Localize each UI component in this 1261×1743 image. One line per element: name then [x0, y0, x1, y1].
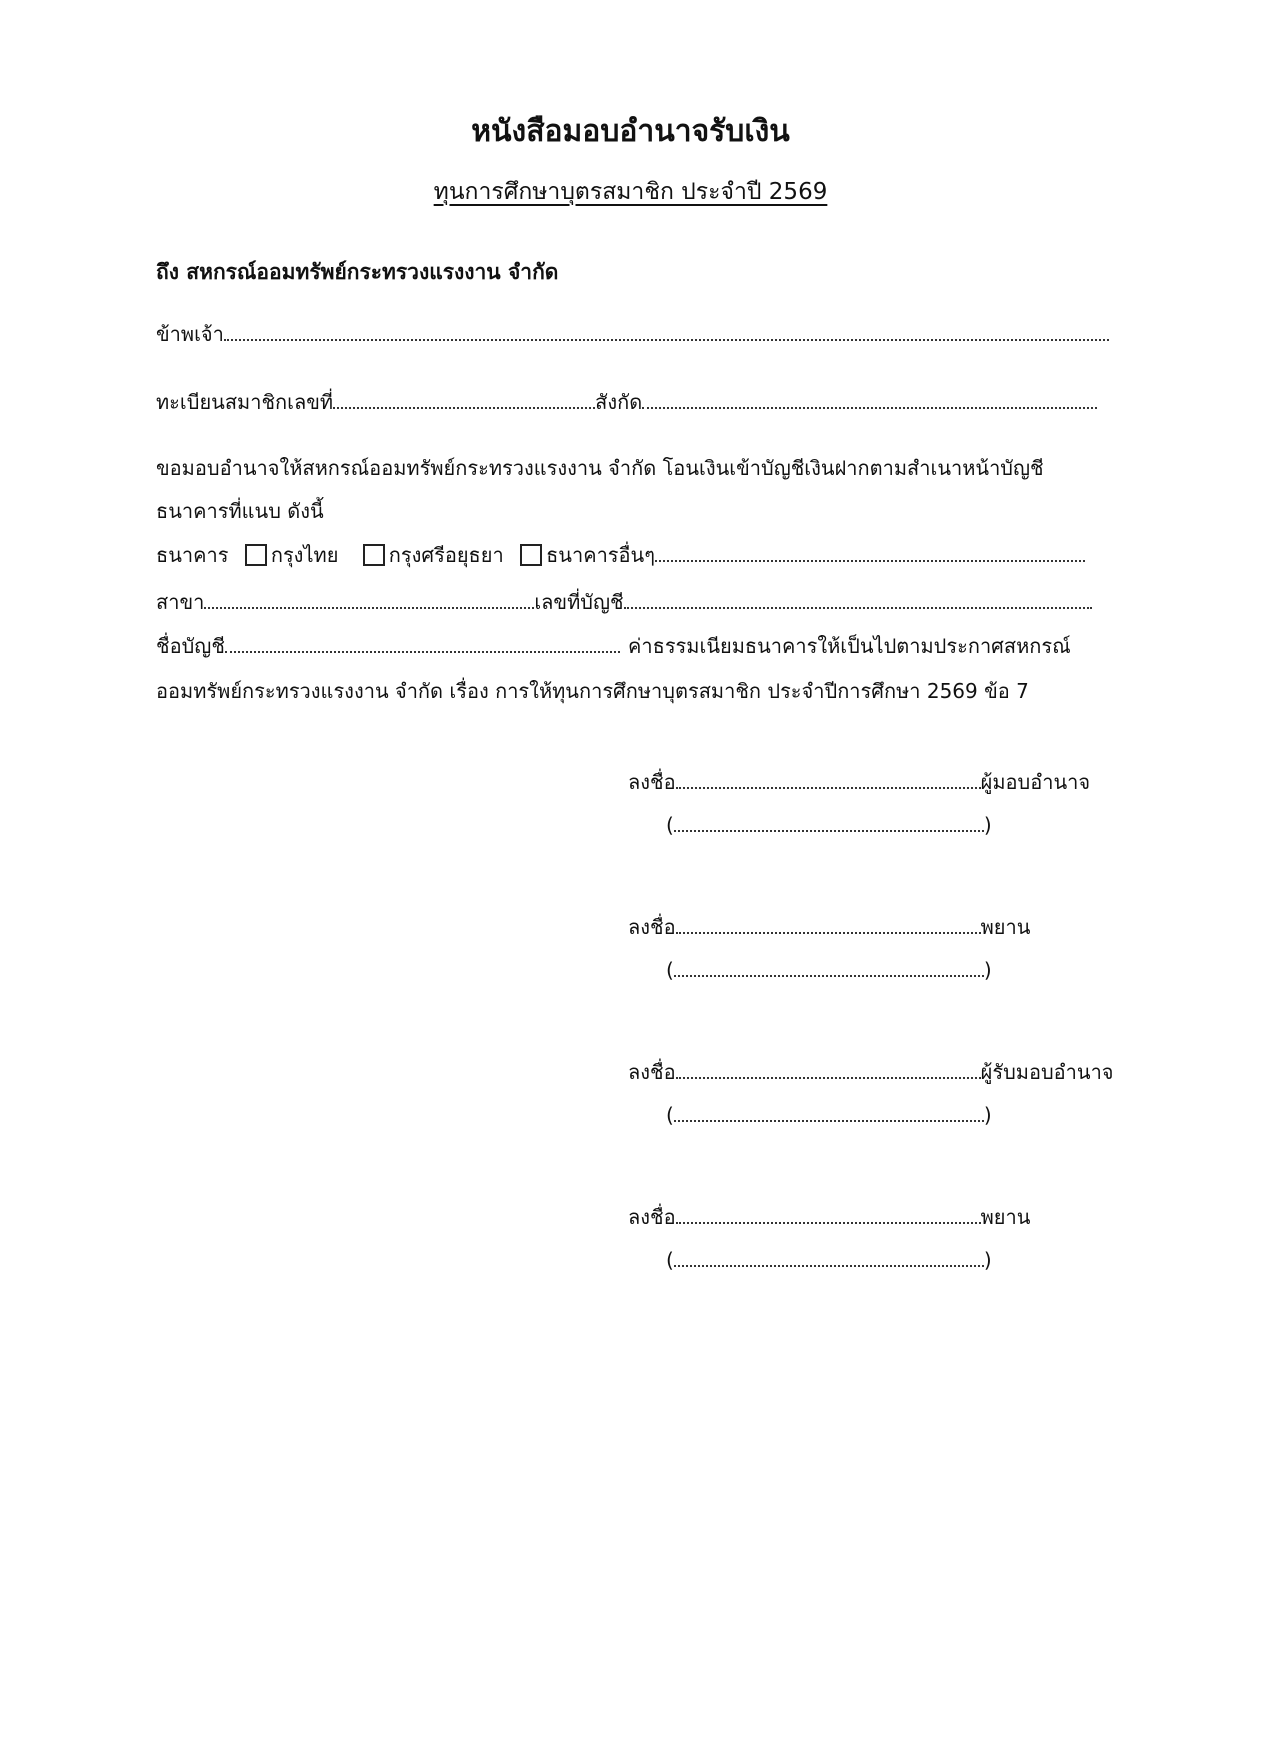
signature-prefix: ลงชื่อ — [628, 770, 676, 794]
bank-row — [156, 539, 1085, 571]
printed-name-line — [666, 1103, 992, 1127]
member-no-field[interactable] — [333, 391, 595, 409]
signature-role: ผู้รับมอบอำนาจ — [980, 1060, 1114, 1084]
paren-close: ) — [983, 958, 992, 982]
fee-text-1: ค่าธรรมเนียมธนาคารให้เป็นไปตามประกาศสหกรณ์ — [628, 634, 1071, 658]
signature-field[interactable] — [676, 1206, 981, 1224]
paren-close: ) — [983, 1248, 992, 1272]
authorize-text-1: ขอมอบอำนาจให้สหกรณ์ออมทรัพย์กระทรวงแรงงาน จำกัด โอนเงินเข้าบัญชีเงินฝากตามสำเนาหน้าบัญชี — [156, 456, 1044, 480]
printed-name-line — [666, 958, 992, 982]
account-name-field[interactable] — [225, 635, 620, 653]
printed-name-line — [666, 813, 992, 837]
printed-name-field[interactable] — [674, 1249, 984, 1267]
account-no-label: เลขที่บัญชี — [534, 590, 624, 614]
name-row — [156, 318, 1109, 350]
bank-label: ธนาคาร — [156, 543, 229, 567]
account-no-field[interactable] — [624, 591, 1092, 609]
paren-close: ) — [983, 813, 992, 837]
signature-field[interactable] — [676, 916, 981, 934]
printed-name-field[interactable] — [674, 814, 984, 832]
affiliation-label: สังกัด — [595, 390, 643, 414]
signature-line-grantor — [628, 766, 1090, 798]
member-no-label: ทะเบียนสมาชิกเลขที่ — [156, 390, 334, 414]
signature-prefix: ลงชื่อ — [628, 1060, 676, 1084]
branch-label: สาขา — [156, 590, 205, 614]
signature-field[interactable] — [676, 1061, 981, 1079]
addressee-line: ถึง สหกรณ์ออมทรัพย์กระทรวงแรงงาน จำกัด — [156, 260, 559, 284]
signature-prefix: ลงชื่อ — [628, 1205, 676, 1229]
bank-option-krungthai: กรุงไทย — [270, 543, 339, 567]
signature-line-grantee — [628, 1056, 1114, 1088]
name-field[interactable] — [224, 323, 1109, 341]
printed-name-field[interactable] — [674, 959, 984, 977]
branch-row — [156, 586, 1092, 618]
bank-checkbox-krungsri[interactable] — [363, 544, 385, 566]
branch-field[interactable] — [204, 591, 534, 609]
account-name-label: ชื่อบัญชี — [156, 634, 225, 658]
member-row — [156, 386, 1097, 418]
document-subtitle — [0, 174, 1261, 210]
bank-checkbox-other[interactable] — [520, 544, 542, 566]
name-label: ข้าพเจ้า — [156, 322, 224, 346]
account-name-row — [156, 630, 620, 662]
signature-role: พยาน — [980, 1205, 1031, 1229]
signature-prefix: ลงชื่อ — [628, 915, 676, 939]
printed-name-field[interactable] — [674, 1104, 984, 1122]
bank-option-krungsri: กรุงศรีอยุธยา — [388, 543, 504, 567]
bank-checkbox-krungthai[interactable] — [245, 544, 267, 566]
subtitle-text: ทุนการศึกษาบุตรสมาชิก ประจำปี 2569 — [433, 179, 828, 205]
document-title: หนังสือมอบอำนาจรับเงิน — [471, 114, 790, 149]
signature-field[interactable] — [676, 771, 981, 789]
paren-open: ( — [666, 1248, 674, 1272]
printed-name-line — [666, 1248, 992, 1272]
fee-text-2: ออมทรัพย์กระทรวงแรงงาน จำกัด เรื่อง การให้ทุนการศึกษาบุตรสมาชิก ประจำปีการศึกษา 2569 ข้อ 7 — [156, 679, 1029, 703]
affiliation-field[interactable] — [642, 391, 1097, 409]
authorize-text-2: ธนาคารที่แนบ ดังนี้ — [156, 499, 324, 523]
paren-close: ) — [983, 1103, 992, 1127]
signature-line-witness-2 — [628, 1201, 1030, 1233]
signature-role: ผู้มอบอำนาจ — [980, 770, 1091, 794]
paren-open: ( — [666, 1103, 674, 1127]
paren-open: ( — [666, 958, 674, 982]
signature-role: พยาน — [980, 915, 1031, 939]
bank-option-other: ธนาคารอื่นๆ — [546, 543, 655, 567]
bank-other-field[interactable] — [655, 544, 1085, 562]
paren-open: ( — [666, 813, 674, 837]
signature-line-witness-1 — [628, 911, 1030, 943]
